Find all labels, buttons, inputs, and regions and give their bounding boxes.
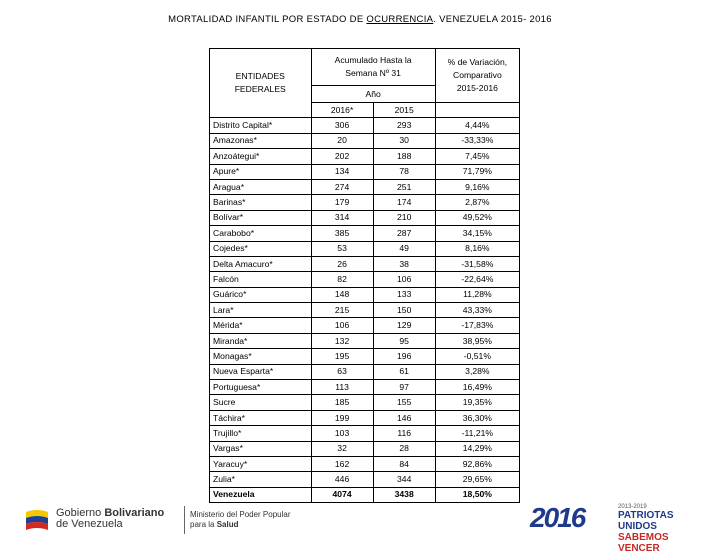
value-2015-cell: 84 xyxy=(373,456,435,471)
value-2015-cell: 129 xyxy=(373,318,435,333)
variation-header xyxy=(435,49,519,103)
table-row xyxy=(210,118,520,133)
variation-cell: 7,45% xyxy=(435,149,519,164)
divider xyxy=(184,506,185,534)
variation-cell: -0,51% xyxy=(435,349,519,364)
table-row xyxy=(210,241,520,256)
variation-header-line3: 2015-2016 xyxy=(456,83,498,93)
entities-header xyxy=(210,49,312,118)
state-cell: Monagas* xyxy=(210,349,312,364)
table-row xyxy=(210,272,520,287)
value-2016-cell: 446 xyxy=(311,472,373,487)
table-row xyxy=(210,179,520,194)
page-title xyxy=(0,14,720,25)
ministry-line2-b: Salud xyxy=(216,520,239,529)
value-2015-cell: 49 xyxy=(373,241,435,256)
state-cell: Apure* xyxy=(210,164,312,179)
value-2016-cell: 148 xyxy=(311,287,373,302)
value-2016-cell: 274 xyxy=(311,179,373,194)
state-cell: Trujillo* xyxy=(210,426,312,441)
value-2015-cell: 196 xyxy=(373,349,435,364)
value-2016-cell: 113 xyxy=(311,380,373,395)
state-cell: Nueva Esparta* xyxy=(210,364,312,379)
value-2016-cell: 132 xyxy=(311,333,373,348)
table-row xyxy=(210,287,520,302)
venezuela-flag-icon xyxy=(24,508,50,532)
state-cell: Bolívar* xyxy=(210,210,312,225)
government-logo xyxy=(24,506,324,534)
variation-cell: 92,86% xyxy=(435,456,519,471)
gov-line2: de Venezuela xyxy=(56,518,123,530)
table-row xyxy=(210,364,520,379)
table-row xyxy=(210,426,520,441)
state-cell: Barinas* xyxy=(210,195,312,210)
value-2016-cell: 185 xyxy=(311,395,373,410)
table-row xyxy=(210,210,520,225)
ministry-name xyxy=(190,510,291,530)
value-2016-cell: 134 xyxy=(311,164,373,179)
logo-line2: SABEMOS VENCER xyxy=(618,532,669,554)
variation-cell: -33,33% xyxy=(435,133,519,148)
state-cell: Vargas* xyxy=(210,441,312,456)
value-2015-cell: 150 xyxy=(373,303,435,318)
state-cell: Yaracuy* xyxy=(210,456,312,471)
value-2016-cell: 385 xyxy=(311,226,373,241)
variation-cell: 49,52% xyxy=(435,210,519,225)
value-2015-cell: 97 xyxy=(373,380,435,395)
table-row xyxy=(210,195,520,210)
variation-header-line1: % de Variación, xyxy=(447,57,508,67)
value-2016-cell: 53 xyxy=(311,241,373,256)
variation-cell: 36,30% xyxy=(435,410,519,425)
variation-cell: -31,58% xyxy=(435,256,519,271)
logo-line1: PATRIOTAS UNIDOS xyxy=(618,510,674,532)
table-row xyxy=(210,164,520,179)
table-row xyxy=(210,149,520,164)
value-2015-cell: 95 xyxy=(373,333,435,348)
gov-line1-b: Bolivariano xyxy=(104,507,165,519)
variation-cell: -22,64% xyxy=(435,272,519,287)
value-2015-cell: 287 xyxy=(373,226,435,241)
value-2016-cell: 202 xyxy=(311,149,373,164)
state-cell: Zulia* xyxy=(210,472,312,487)
state-cell: Aragua* xyxy=(210,179,312,194)
logo-years: 2013-2019 xyxy=(618,504,647,510)
value-2016-cell: 195 xyxy=(311,349,373,364)
state-cell: Distrito Capital* xyxy=(210,118,312,133)
variation-cell: 43,33% xyxy=(435,303,519,318)
value-2016-cell: 26 xyxy=(311,256,373,271)
year-2015-header: 2015 xyxy=(373,103,435,118)
logo-number: 2016 xyxy=(530,502,585,533)
table-row xyxy=(210,226,520,241)
variation-cell: -11,21% xyxy=(435,426,519,441)
table-row xyxy=(210,133,520,148)
state-cell: Anzoátegui* xyxy=(210,149,312,164)
state-cell: Guárico* xyxy=(210,287,312,302)
variation-cell: 14,29% xyxy=(435,441,519,456)
variation-cell: 71,79% xyxy=(435,164,519,179)
state-cell: Portuguesa* xyxy=(210,380,312,395)
year-2016-header: 2016* xyxy=(311,103,373,118)
value-2016-cell: 63 xyxy=(311,364,373,379)
value-2016-cell: 32 xyxy=(311,441,373,456)
ministry-line1: Ministerio del Poder Popular xyxy=(190,510,291,519)
variation-cell: 38,95% xyxy=(435,333,519,348)
value-2015-cell: 78 xyxy=(373,164,435,179)
variation-header-blank xyxy=(435,103,519,118)
accumulated-header-line1: Acumulado Hasta la xyxy=(334,55,412,65)
value-2015-cell: 344 xyxy=(373,472,435,487)
value-2015-cell: 210 xyxy=(373,210,435,225)
ministry-line2-a: para la xyxy=(190,520,217,529)
variation-cell: 34,15% xyxy=(435,226,519,241)
value-2016-cell: 199 xyxy=(311,410,373,425)
variation-cell: -17,83% xyxy=(435,318,519,333)
value-2015-cell: 155 xyxy=(373,395,435,410)
table-row xyxy=(210,333,520,348)
table-row xyxy=(210,318,520,333)
state-cell: Falcón xyxy=(210,272,312,287)
value-2015-cell: 133 xyxy=(373,287,435,302)
state-cell: Lara* xyxy=(210,303,312,318)
value-2015-cell: 28 xyxy=(373,441,435,456)
value-2015-cell: 61 xyxy=(373,364,435,379)
value-2015-cell: 293 xyxy=(373,118,435,133)
value-2015-cell: 188 xyxy=(373,149,435,164)
logo-text xyxy=(618,504,700,554)
value-2015-cell: 146 xyxy=(373,410,435,425)
table-row xyxy=(210,349,520,364)
value-2016-cell: 103 xyxy=(311,426,373,441)
title-suffix: . VENEZUELA 2015- 2016 xyxy=(433,14,552,25)
value-2016-cell: 306 xyxy=(311,118,373,133)
accumulated-header-line2: Semana Nº 31 xyxy=(345,68,401,78)
state-cell: Amazonas* xyxy=(210,133,312,148)
value-2016-cell: 215 xyxy=(311,303,373,318)
value-2015-cell: 106 xyxy=(373,272,435,287)
title-underlined: OCURRENCIA xyxy=(366,14,434,25)
campaign-logo xyxy=(530,500,700,554)
total-row xyxy=(210,487,520,502)
variation-cell: 2,87% xyxy=(435,195,519,210)
value-2016-cell: 106 xyxy=(311,318,373,333)
value-2015-cell: 30 xyxy=(373,133,435,148)
variation-header-line2: Comparativo xyxy=(453,70,502,80)
value-2015-cell: 3438 xyxy=(373,487,435,502)
variation-cell: 11,28% xyxy=(435,287,519,302)
state-cell: Cojedes* xyxy=(210,241,312,256)
variation-cell: 3,28% xyxy=(435,364,519,379)
variation-cell: 9,16% xyxy=(435,179,519,194)
state-cell: Mérida* xyxy=(210,318,312,333)
variation-cell: 16,49% xyxy=(435,380,519,395)
state-cell: Delta Amacuro* xyxy=(210,256,312,271)
value-2016-cell: 82 xyxy=(311,272,373,287)
value-2016-cell: 20 xyxy=(311,133,373,148)
value-2016-cell: 4074 xyxy=(311,487,373,502)
table-row xyxy=(210,410,520,425)
table-row xyxy=(210,472,520,487)
table-row xyxy=(210,303,520,318)
table-row xyxy=(210,441,520,456)
year-header: Año xyxy=(311,86,435,103)
table-row xyxy=(210,256,520,271)
variation-cell: 4,44% xyxy=(435,118,519,133)
value-2016-cell: 162 xyxy=(311,456,373,471)
variation-cell: 29,65% xyxy=(435,472,519,487)
table-row xyxy=(210,380,520,395)
value-2015-cell: 174 xyxy=(373,195,435,210)
value-2015-cell: 251 xyxy=(373,179,435,194)
mortality-table xyxy=(209,48,520,503)
entities-header-line2: FEDERALES xyxy=(234,84,286,95)
value-2015-cell: 38 xyxy=(373,256,435,271)
state-cell: Venezuela xyxy=(210,487,312,502)
accumulated-header xyxy=(311,49,435,86)
value-2016-cell: 179 xyxy=(311,195,373,210)
variation-cell: 18,50% xyxy=(435,487,519,502)
value-2016-cell: 314 xyxy=(311,210,373,225)
variation-cell: 8,16% xyxy=(435,241,519,256)
state-cell: Carabobo* xyxy=(210,226,312,241)
title-text: MORTALIDAD INFANTIL POR ESTADO DE xyxy=(168,14,367,25)
state-cell: Miranda* xyxy=(210,333,312,348)
state-cell: Táchira* xyxy=(210,410,312,425)
variation-cell: 19,35% xyxy=(435,395,519,410)
entities-header-line1: ENTIDADES xyxy=(235,71,285,82)
table-row xyxy=(210,395,520,410)
table-row xyxy=(210,456,520,471)
value-2015-cell: 116 xyxy=(373,426,435,441)
government-name xyxy=(56,508,164,530)
gov-line1-a: Gobierno xyxy=(56,507,105,519)
state-cell: Sucre xyxy=(210,395,312,410)
header-row-1 xyxy=(210,49,520,86)
